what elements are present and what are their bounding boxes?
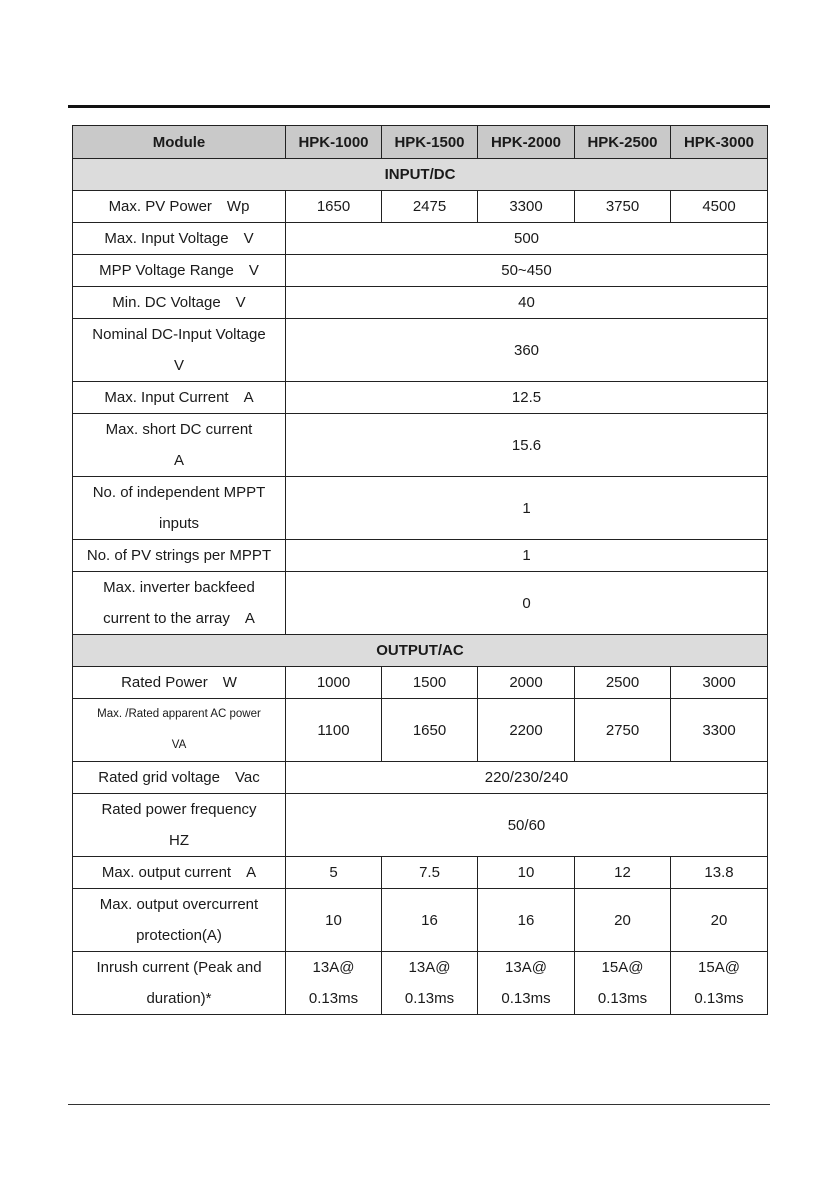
row-label-line: Rated power frequency	[101, 801, 257, 818]
cell-value: 16	[478, 889, 575, 952]
cell-value: 15.6	[286, 414, 768, 477]
table-row	[73, 255, 768, 287]
row-label-line: Max. /Rated apparent AC power	[97, 708, 261, 720]
row-label-line: V	[173, 357, 184, 374]
cell-value: 1650	[286, 191, 382, 223]
row-label-line: current to the array A	[103, 610, 255, 627]
row-label: Min. DC Voltage V	[73, 287, 286, 319]
table-row	[73, 540, 768, 572]
row-label: Max. Input Current A	[73, 382, 286, 414]
cell-value	[382, 952, 478, 1015]
cell-value	[575, 952, 671, 1015]
header-model: HPK-1000	[286, 126, 382, 159]
cell-value: 1	[286, 540, 768, 572]
cell-value: 5	[286, 857, 382, 889]
table-row	[73, 382, 768, 414]
header-model: HPK-2500	[575, 126, 671, 159]
cell-value	[478, 952, 575, 1015]
row-label	[73, 319, 286, 382]
cell-value: 2200	[478, 699, 575, 762]
row-label	[73, 889, 286, 952]
row-label: Max. PV Power Wp	[73, 191, 286, 223]
row-label-line: A	[173, 452, 184, 469]
cell-value: 20	[671, 889, 768, 952]
cell-value: 3300	[671, 699, 768, 762]
row-label-line: HZ	[169, 832, 189, 849]
header-model: HPK-3000	[671, 126, 768, 159]
cell-line: 13A@	[312, 959, 355, 976]
table-row	[73, 223, 768, 255]
footer-rule	[68, 1104, 770, 1105]
row-label-line: Max. short DC current	[105, 421, 253, 438]
row-label-line: duration)*	[146, 990, 212, 1007]
cell-value: 50/60	[286, 794, 768, 857]
row-label	[73, 414, 286, 477]
cell-value: 20	[575, 889, 671, 952]
section-title: INPUT/DC	[73, 159, 768, 191]
section-row-input	[73, 159, 768, 191]
cell-value: 360	[286, 319, 768, 382]
row-label	[73, 794, 286, 857]
cell-value: 1000	[286, 667, 382, 699]
table-row	[73, 572, 768, 635]
table-header-row	[73, 126, 768, 159]
table-row	[73, 319, 768, 382]
cell-value: 3000	[671, 667, 768, 699]
row-label: MPP Voltage Range V	[73, 255, 286, 287]
cell-value: 2750	[575, 699, 671, 762]
section-row-output	[73, 635, 768, 667]
cell-value	[671, 952, 768, 1015]
table-row	[73, 699, 768, 762]
cell-value: 0	[286, 572, 768, 635]
table-row	[73, 889, 768, 952]
cell-value: 2475	[382, 191, 478, 223]
cell-value: 2500	[575, 667, 671, 699]
cell-value: 12	[575, 857, 671, 889]
cell-line: 0.13ms	[694, 990, 744, 1007]
row-label	[73, 572, 286, 635]
row-label: Max. output current A	[73, 857, 286, 889]
cell-value: 220/230/240	[286, 762, 768, 794]
row-label-line: Max. inverter backfeed	[103, 579, 255, 596]
cell-line: 0.13ms	[308, 990, 359, 1007]
header-module: Module	[73, 126, 286, 159]
cell-value: 3300	[478, 191, 575, 223]
table-row	[73, 287, 768, 319]
cell-value	[286, 952, 382, 1015]
header-model: HPK-1500	[382, 126, 478, 159]
cell-value: 10	[478, 857, 575, 889]
cell-value: 4500	[671, 191, 768, 223]
table-row	[73, 952, 768, 1015]
cell-line: 15A@	[698, 959, 740, 976]
cell-value: 1650	[382, 699, 478, 762]
table-row	[73, 667, 768, 699]
header-rule	[68, 105, 770, 108]
table-row	[73, 191, 768, 223]
row-label	[73, 477, 286, 540]
row-label-line: Nominal DC-Input Voltage	[92, 326, 266, 343]
row-label-line: VA	[171, 739, 187, 751]
table-row	[73, 762, 768, 794]
cell-value: 12.5	[286, 382, 768, 414]
cell-line: 0.13ms	[404, 990, 455, 1007]
cell-value: 16	[382, 889, 478, 952]
row-label-line: inputs	[158, 515, 200, 532]
row-label	[73, 699, 286, 762]
cell-value: 500	[286, 223, 768, 255]
header-model: HPK-2000	[478, 126, 575, 159]
cell-line: 0.13ms	[597, 990, 648, 1007]
cell-value: 1100	[286, 699, 382, 762]
cell-line: 13A@	[505, 959, 547, 976]
row-label-line: protection(A)	[136, 927, 222, 944]
row-label: No. of PV strings per MPPT	[73, 540, 286, 572]
table-row	[73, 857, 768, 889]
table-row	[73, 794, 768, 857]
row-label-line: Inrush current (Peak and	[96, 959, 262, 976]
row-label: Rated Power W	[73, 667, 286, 699]
cell-line: 13A@	[408, 959, 451, 976]
row-label-line: No. of independent MPPT	[92, 484, 266, 501]
cell-value: 1500	[382, 667, 478, 699]
row-label: Max. Input Voltage V	[73, 223, 286, 255]
cell-value: 1	[286, 477, 768, 540]
cell-line: 0.13ms	[501, 990, 551, 1007]
cell-value: 7.5	[382, 857, 478, 889]
section-title: OUTPUT/AC	[73, 635, 768, 667]
spec-table	[72, 125, 768, 1015]
cell-value: 2000	[478, 667, 575, 699]
cell-line: 15A@	[601, 959, 644, 976]
cell-value: 40	[286, 287, 768, 319]
cell-value: 3750	[575, 191, 671, 223]
row-label: Rated grid voltage Vac	[73, 762, 286, 794]
cell-value: 50~450	[286, 255, 768, 287]
table-row	[73, 414, 768, 477]
cell-value: 13.8	[671, 857, 768, 889]
row-label-line: Max. output overcurrent	[99, 896, 259, 913]
row-label	[73, 952, 286, 1015]
cell-value: 10	[286, 889, 382, 952]
table-row	[73, 477, 768, 540]
